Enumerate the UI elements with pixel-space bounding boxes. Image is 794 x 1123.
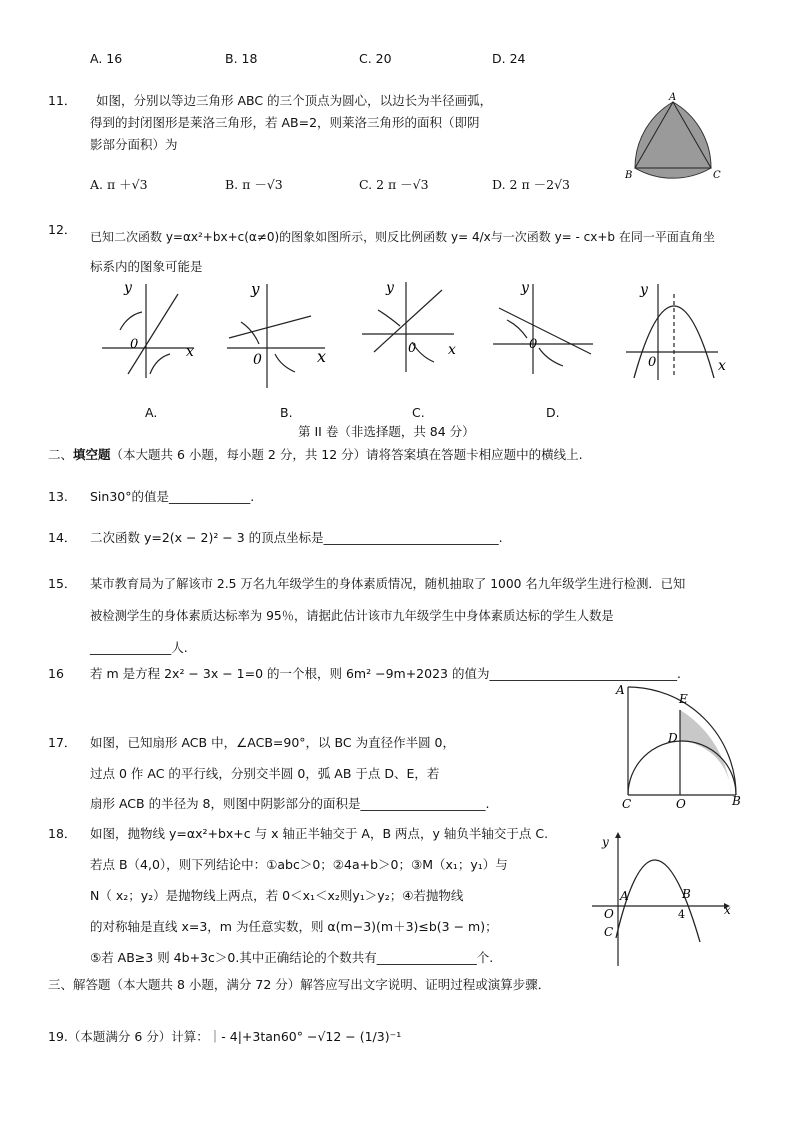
label-4: 4: [678, 908, 685, 921]
shaded-region: [680, 710, 731, 795]
hyperbola-branch: [378, 310, 400, 326]
q12-option-a: A.: [145, 405, 158, 420]
label-e: E: [679, 692, 688, 706]
q12-line2: 标系内的图象可能是: [90, 259, 203, 274]
label-a: A: [616, 683, 625, 697]
linear-function: [229, 316, 311, 338]
q16-text: 若 m 是方程 2x² − 3x − 1=0 的一个根，则 6m² −9m+2023 的值为______________________________.: [90, 666, 681, 681]
section-2-title: 填空题: [73, 447, 111, 462]
q11-option-c: C. 2 π －√3: [359, 177, 429, 192]
q12-graph-c: [362, 280, 462, 380]
axis-x-label: x: [317, 347, 327, 366]
parabola-figure: [590, 830, 740, 970]
q11-option-b: B. π －√3: [225, 177, 283, 192]
q18-line3: N（ x₂；y₂）是抛物线上两点，若 0＜x₁＜x₂则y₁＞y₂；④若抛物线: [90, 888, 464, 903]
hyperbola-branch: [275, 354, 295, 372]
linear-function: [499, 308, 591, 354]
q11-line3: 影部分面积）为: [90, 137, 178, 152]
origin-label: 0: [130, 337, 139, 352]
label-c: C: [713, 170, 721, 181]
hyperbola-branch: [241, 322, 259, 344]
q18-line1: 如图，抛物线 y=αx²+bx+c 与 x 轴正半轴交于 A，B 两点，y 轴负半轴交于点 C.: [90, 826, 549, 841]
axis-y-label: y: [251, 280, 260, 298]
axis-y-label: y: [521, 280, 529, 296]
q14-number: 14．: [48, 530, 77, 545]
q12-number: 12．: [48, 222, 77, 237]
label-b: B: [732, 794, 741, 808]
q19-text: 19.（本题满分 6 分）计算：｜- 4|+3tan60° −√12 − (1/3)⁻¹: [48, 1029, 402, 1044]
q12-option-b: B.: [280, 405, 293, 420]
q15-line3: _____________人.: [90, 640, 188, 655]
label-b: B: [625, 170, 633, 181]
origin-label: 0: [648, 355, 657, 370]
axis-x-label: x: [718, 358, 726, 374]
q15-number: 15．: [48, 576, 77, 591]
q18-line4: 的对称轴是直线 x=3，m 为任意实数，则 α(m−3)(m＋3)≤b(3 − m)；: [90, 919, 498, 934]
axis-y-label: y: [124, 280, 132, 296]
q12-option-d: D.: [546, 405, 560, 420]
q10-option-c: C. 20: [359, 51, 392, 66]
section-2-heading: [48, 447, 583, 463]
semicircle-o: [628, 741, 736, 795]
hyperbola-branch: [507, 320, 527, 338]
origin-label: 0: [408, 341, 417, 356]
hyperbola-branch: [539, 348, 563, 366]
q18-line5: ⑤若 AB≥3 则 4b+3c＞0.其中正确结论的个数共有________________个.: [90, 950, 494, 965]
q15-line1: 某市教育局为了解该市 2.5 万名九年级学生的身体素质情况，随机抽取了 1000 名九年级学生进行检测．已知: [90, 577, 686, 591]
label-o: O: [604, 907, 614, 921]
reuleaux-triangle-figure: [615, 92, 725, 188]
label-d: D: [668, 731, 678, 745]
q16-number: 16: [48, 666, 64, 681]
q14-text: 二次函数 y=2(x − 2)² − 3 的顶点坐标是____________________________.: [90, 530, 503, 545]
q11-option-d: D. 2 π －2√3: [492, 177, 571, 192]
linear-function: [128, 294, 178, 374]
label-a: A: [669, 92, 677, 103]
axis-y-label: y: [386, 280, 394, 296]
axis-x-label: x: [186, 344, 194, 360]
label-y: y: [602, 835, 609, 849]
q11-option-a: A. π ＋√3: [90, 177, 148, 192]
q11-number: 11．: [48, 93, 77, 108]
q10-option-d: D. 24: [492, 51, 526, 66]
sector-semicircle-figure: [612, 684, 752, 810]
label-c: C: [622, 797, 632, 811]
q11-line2: 得到的封闭图形是莱洛三角形，若 AB=2，则莱洛三角形的面积（即阴: [90, 115, 480, 130]
hyperbola-branch: [120, 312, 142, 330]
label-b: B: [682, 887, 691, 901]
q12-graph-d: [493, 280, 598, 380]
q13-number: 13.: [48, 489, 68, 504]
label-o: O: [676, 797, 686, 811]
reuleaux-shaded-region: [635, 102, 711, 178]
label-a: A: [620, 889, 629, 903]
section-2-prefix: 二、: [48, 447, 74, 462]
label-c: C: [604, 925, 614, 939]
q13-text: Sin30°的值是_____________.: [90, 489, 255, 504]
q12-option-c: C.: [412, 405, 425, 420]
q12-graph-a: [98, 280, 198, 380]
q15-line2: 被检测学生的身体素质达标率为 95％，请据此估计该市九年级学生中身体素质达标的学生人数是: [90, 609, 614, 623]
q12-graph-b: [225, 280, 335, 390]
q11-line1: 如图，分别以等边三角形 ABC 的三个顶点为圆心，以边长为半径画弧，: [96, 93, 493, 108]
axis-y-label: y: [640, 282, 648, 298]
q17-line3: 扇形 ACB 的半径为 8，则图中阴影部分的面积是____________________.: [90, 796, 490, 811]
origin-label: 0: [253, 352, 262, 368]
q10-option-b: B. 18: [225, 51, 258, 66]
origin-label: 0: [529, 337, 538, 352]
q18-number: 18．: [48, 826, 77, 841]
q18-line2: 若点 B（4,0），则下列结论中：①abc＞0；②4a+b＞0；③M（x₁；y₁）与: [90, 857, 508, 872]
volume-2-heading: 第 II 卷（非选择题，共 84 分）: [298, 424, 475, 439]
section-3-heading: 三、解答题（本大题共 8 小题，满分 72 分）解答应写出文字说明、证明过程或演算步骤．: [48, 977, 551, 992]
label-x: x: [724, 903, 731, 917]
section-2-instructions: （本大题共 6 小题，每小题 2 分，共 12 分）请将答案填在答题卡相应题中的横线上.: [110, 447, 583, 462]
axis-x-label: x: [448, 342, 456, 358]
q17-line2: 过点 0 作 AC 的平行线，分别交半圆 0，弧 AB 于点 D、E，若: [90, 766, 440, 781]
q17-number: 17．: [48, 735, 77, 750]
q12-given-parabola: [622, 280, 734, 384]
q17-line1: 如图，已知扇形 ACB 中，∠ACB=90°，以 BC 为直径作半圆 0，: [90, 735, 456, 750]
q12-line1: 已知二次函数 y=αx²+bx+c(α≠0)的图象如图所示，则反比例函数 y= 4/x与一次函数 y= - cx+b 在同一平面直角坐: [90, 230, 715, 244]
q10-option-a: A. 16: [90, 51, 123, 66]
hyperbola-branch: [150, 354, 170, 374]
